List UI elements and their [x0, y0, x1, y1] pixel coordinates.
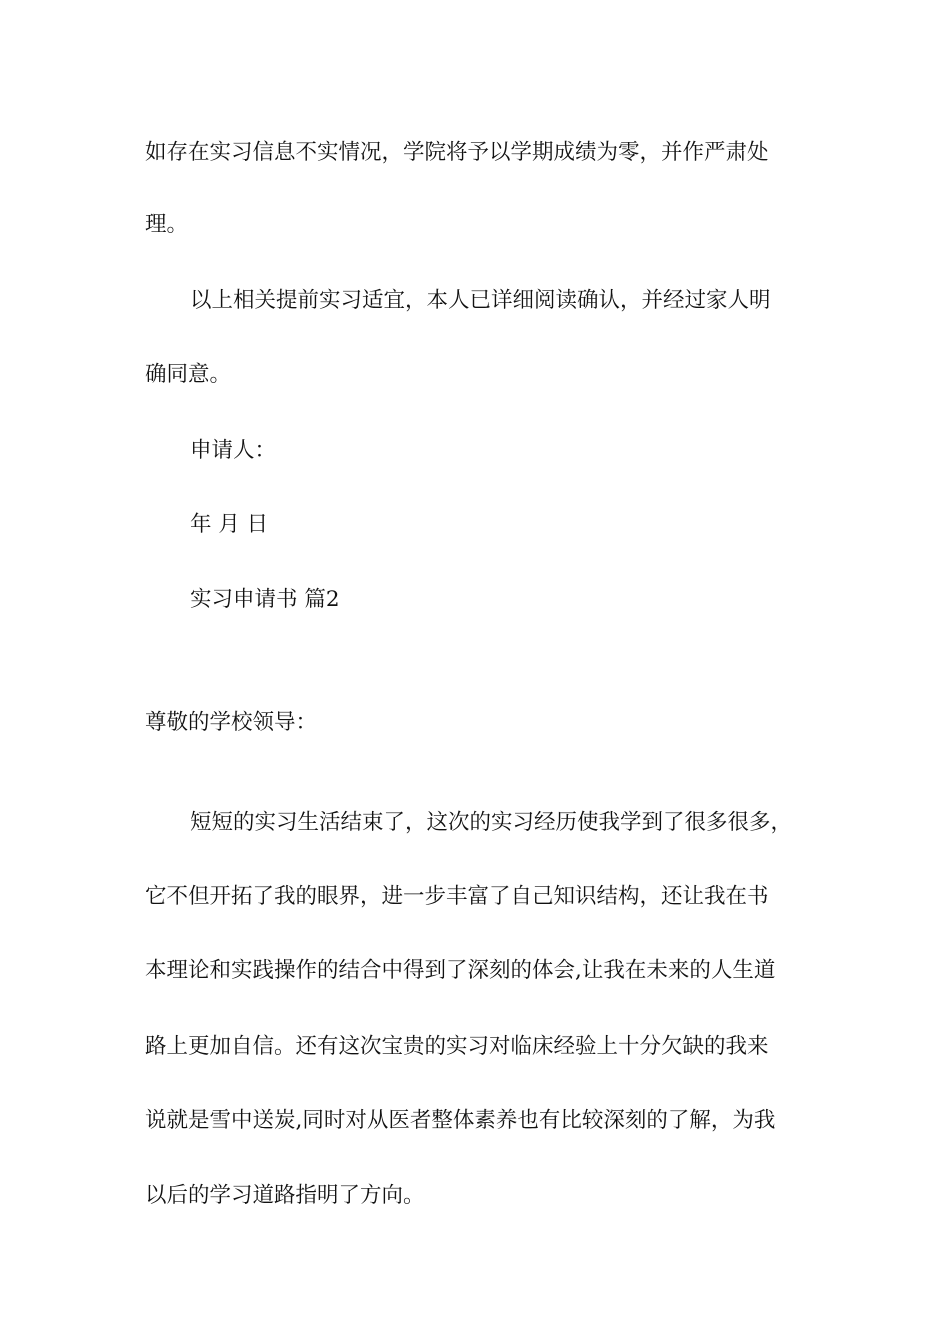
paragraph-line: 以上相关提前实习适宜，本人已详细阅读确认，并经过家人明: [190, 288, 771, 313]
paragraph-line: 短短的实习生活结束了，这次的实习经历使我学到了很多很多，: [190, 810, 793, 835]
paragraph-line: 路上更加自信。还有这次宝贵的实习对临床经验上十分欠缺的我来: [145, 1034, 769, 1059]
applicant-label: 申请人：: [190, 438, 277, 463]
paragraph-line: 如存在实习信息不实情况，学院将予以学期成绩为零，并作严肃处: [145, 140, 769, 165]
paragraph-line: 它不但开拓了我的眼界，进一步丰富了自己知识结构，还让我在书: [145, 884, 769, 909]
date-line: 年 月 日: [190, 512, 269, 537]
section-title: 实习申请书 篇2: [190, 587, 340, 612]
paragraph-line: 确同意。: [145, 362, 232, 387]
paragraph-line: 以后的学习道路指明了方向。: [145, 1183, 425, 1208]
salutation: 尊敬的学校领导：: [145, 710, 318, 735]
paragraph-line: 本理论和实践操作的结合中得到了深刻的体会,让我在未来的人生道: [145, 958, 776, 983]
paragraph-line: 理。: [145, 212, 189, 237]
paragraph-line: 说就是雪中送炭,同时对从医者整体素养也有比较深刻的了解，为我: [145, 1108, 776, 1133]
